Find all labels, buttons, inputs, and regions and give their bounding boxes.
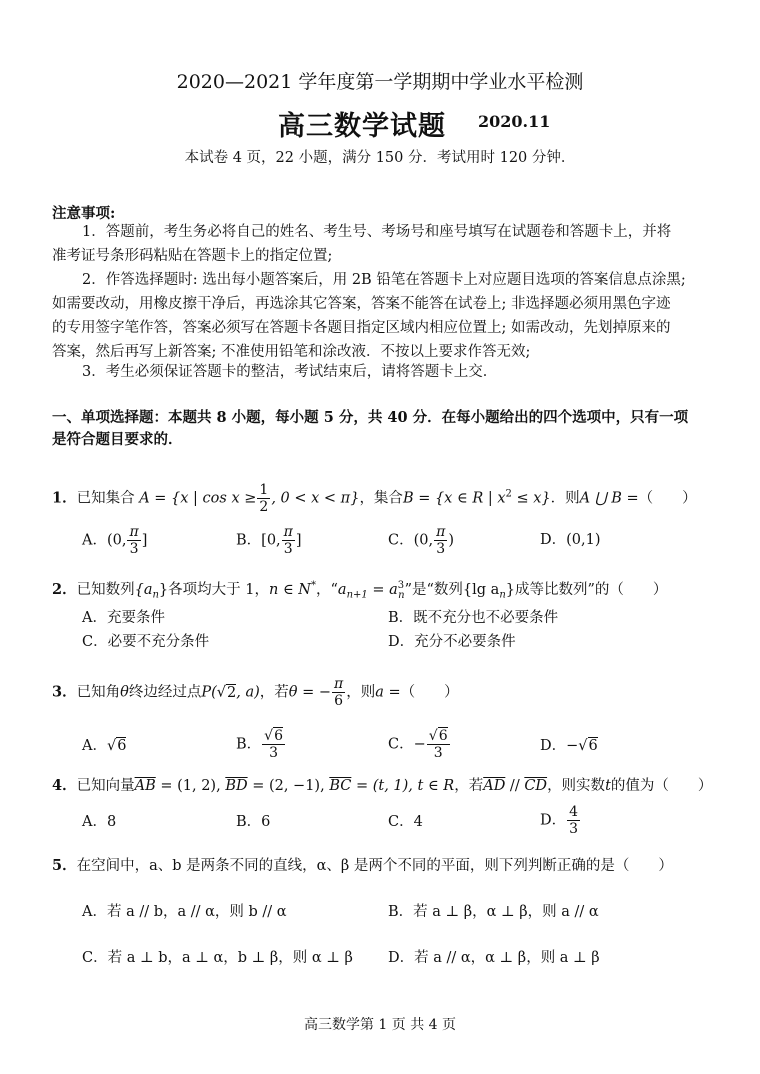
option-label: C． [388, 814, 414, 830]
option [388, 728, 451, 761]
q-text: ”是“数列 [404, 581, 463, 598]
frac-num: π [283, 524, 293, 540]
fraction [427, 728, 450, 761]
math: (0, [413, 532, 434, 549]
math-sub: n [152, 589, 159, 601]
notice-line: 如需要改动，用橡皮擦干净后，再选涂其它答案，答案不能答在试卷上; 非选择题必须用黑色字迹 [52, 296, 671, 312]
question-1 [52, 482, 697, 515]
fraction [282, 524, 295, 557]
page-title: 高三数学试题 [278, 111, 446, 142]
math-sign: − [566, 738, 579, 754]
sqrt: 6 [588, 738, 598, 754]
fraction [332, 676, 345, 709]
math: {lg a [462, 581, 500, 598]
math: } [158, 581, 169, 598]
option: B．若 a ⊥ β，α ⊥ β，则 a // α [388, 904, 599, 920]
math: ≤ x} [511, 490, 551, 507]
section-heading: 是符合题目要求的． [52, 431, 183, 448]
option-label: A． [82, 814, 107, 830]
frac-num: √6 [264, 728, 283, 744]
option-value: 8 [106, 814, 117, 830]
question-4 [52, 776, 712, 796]
option: A．若 a // b，a // α，则 b // α [82, 904, 287, 920]
option [388, 812, 423, 832]
math-sup: * [310, 580, 316, 591]
q-text: 已知集合 [76, 490, 135, 507]
frac-den: 3 [269, 745, 279, 761]
option: A．√6 [82, 738, 127, 754]
exam-date: 2020.11 [478, 112, 551, 131]
option-label: D． [540, 812, 567, 829]
frac-den: 3 [433, 745, 443, 761]
option [540, 530, 601, 550]
sqrt: 2 [227, 684, 237, 701]
q-text: 成等比数列”的（ ） [515, 581, 668, 598]
option [388, 524, 454, 557]
math: [0, [261, 532, 281, 549]
option: C．若 a ⊥ b，a ⊥ α，b ⊥ β，则 α ⊥ β [82, 950, 353, 966]
exam-name: 2020—2021 学年度第一学期期中学业水平检测 [176, 71, 584, 93]
option-label: C． [388, 736, 414, 753]
frac-num: √6 [428, 728, 448, 744]
fraction [434, 524, 447, 557]
option-value: 4 [413, 814, 423, 830]
math: {a [134, 581, 153, 598]
fraction [567, 804, 580, 837]
math: ) [448, 532, 454, 549]
math: ] [295, 532, 302, 549]
math-sign: − [413, 736, 426, 753]
q-text: 已知向量 [76, 778, 135, 794]
q-text: ，集合 [359, 490, 403, 507]
math-sup: 2 [505, 488, 512, 500]
frac-num: 4 [569, 804, 579, 820]
q-text: ，则实数 [547, 778, 606, 794]
frac-den: 2 [259, 499, 269, 515]
math-sub: n+1 [346, 589, 368, 601]
option: D．充分不必要条件 [388, 634, 516, 650]
sqrt: 6 [438, 728, 448, 744]
vector: $\overline{BC}$ [329, 778, 352, 794]
frac-num: π [334, 676, 344, 692]
fraction [257, 482, 270, 515]
notice-line: 3．考生必须保证答题卡的整洁，考试结束后，请将答题卡上交． [82, 364, 498, 380]
option-label: A． [82, 738, 107, 754]
q-text: 在空间中，a、b 是两条不同的直线，α、β 是两个不同的平面，则下列判断正确的是（ ） [76, 858, 673, 874]
math: , a) [236, 684, 260, 701]
math: = (1, 2), [155, 778, 226, 794]
section-heading: 一、单项选择题：本题共 8 小题，每小题 5 分，共 40 分．在每小题给出的四个选项中，只有一项 [52, 409, 689, 426]
math: = a [367, 581, 398, 598]
question-5 [52, 856, 673, 876]
option-label: D． [540, 738, 567, 754]
math: a = [375, 684, 401, 701]
vector: $\overline{BD}$ [225, 778, 248, 794]
frac-num: π [129, 524, 139, 540]
q-text: ，若 [259, 684, 289, 701]
option: B．既不充分也不必要条件 [388, 610, 559, 626]
frac-den: 3 [436, 541, 446, 557]
option [82, 524, 147, 557]
frac-den: 3 [283, 541, 293, 557]
q-text: ，若 [454, 778, 484, 794]
math: (0,1) [566, 532, 601, 548]
fraction [127, 524, 140, 557]
option-label: D． [540, 532, 567, 548]
answer-paren: （ ） [400, 684, 459, 701]
notice-line: 准考证号条形码粘贴在答题卡上的指定位置; [52, 248, 333, 264]
notice-heading: 注意事项: [52, 205, 116, 222]
q-text: ，则 [346, 684, 376, 701]
frac-den: 3 [569, 821, 579, 837]
math: , 0 < x < π} [271, 490, 360, 507]
question-number: 1． [52, 489, 77, 507]
math: B = {x ∈ R | x [402, 490, 506, 507]
q-text: ，“ [315, 581, 338, 598]
math: θ [120, 684, 129, 701]
math: A = {x | cos x ≥ [139, 490, 257, 507]
frac-den: 3 [129, 541, 139, 557]
frac-den: 6 [334, 693, 344, 709]
notice-line: 2．作答选择题时: 选出每小题答案后，用 2B 铅笔在答题卡上对应题目选项的答案信息点涂黑; [82, 272, 686, 288]
option [236, 728, 286, 761]
option: D．若 a // α，α ⊥ β，则 a ⊥ β [388, 950, 600, 966]
math: θ = − [288, 684, 332, 701]
q-text: 终边经过点 [128, 684, 202, 701]
math: } [505, 581, 516, 598]
answer-paren: （ ） [638, 490, 697, 507]
option-label: B． [236, 736, 262, 753]
math: // [505, 778, 525, 794]
sqrt: 6 [117, 738, 127, 754]
math: t [605, 778, 611, 794]
fraction [262, 728, 285, 761]
q-text: 的值为（ ） [610, 778, 713, 794]
math-sub: n [499, 589, 506, 601]
vector: $\overline{AB}$ [134, 778, 156, 794]
question-number: 4． [52, 777, 77, 794]
option: A．充要条件 [82, 610, 165, 626]
question-number: 5． [52, 857, 77, 874]
q-text: 各项均大于 1， [168, 581, 269, 598]
math: a [337, 581, 347, 598]
option-value: 6 [261, 814, 271, 830]
math: = (t, 1), t ∈ R [351, 778, 455, 794]
notice-line: 答案，然后再写上新答案; 不准使用铅笔和涂改液．不按以上要求作答无效; [52, 344, 531, 360]
option: C．必要不充分条件 [82, 634, 210, 650]
option [540, 804, 581, 837]
notice-line: 1．答题前，考生务必将自己的姓名、考生号、考场号和座号填写在试题卷和答题卡上，并将 [82, 224, 672, 240]
exam-info: 本试卷 4 页，22 小题，满分 150 分．考试用时 120 分钟． [184, 150, 576, 166]
q-text: 已知数列 [76, 581, 135, 598]
question-3: 3．已知角θ终边经过点P(√2, a)，若θ = − $\frac{\pi}{6}$ ，则a =（ ） [52, 676, 459, 709]
question-number: 3． [52, 683, 77, 701]
option: D．−√6 [540, 738, 598, 754]
math: n ∈ N [269, 581, 311, 598]
vector: $\overline{CD}$ [524, 778, 548, 794]
math: (0, [106, 532, 127, 549]
option-label: B． [236, 532, 262, 549]
option-label: B． [236, 814, 262, 830]
frac-num: π [436, 524, 446, 540]
option [236, 812, 270, 832]
option-label: C． [388, 532, 414, 549]
q-text: 已知角 [76, 684, 121, 701]
frac-num: 1 [259, 482, 269, 498]
sqrt: 6 [274, 728, 283, 744]
question-number: 2． [52, 580, 77, 598]
page-footer: 高三数学第 1 页 共 4 页 [303, 1017, 457, 1033]
notice-line: 的专用签字笔作答，答案必须写在答题卡各题目指定区域内相应位置上; 如需改动，先划掉原来的 [52, 320, 671, 336]
math: P( [201, 684, 217, 701]
math: ] [141, 532, 148, 549]
option-label: A． [82, 532, 107, 549]
vector: $\overline{AD}$ [483, 778, 506, 794]
option [82, 812, 116, 832]
q-text: ．则 [550, 490, 580, 507]
math: = (2, −1), [247, 778, 330, 794]
math: A ⋃ B = [579, 490, 639, 507]
option [236, 524, 302, 557]
question-2 [52, 576, 667, 606]
math-sub: n [398, 589, 405, 601]
math-sup: 3 [397, 580, 405, 591]
